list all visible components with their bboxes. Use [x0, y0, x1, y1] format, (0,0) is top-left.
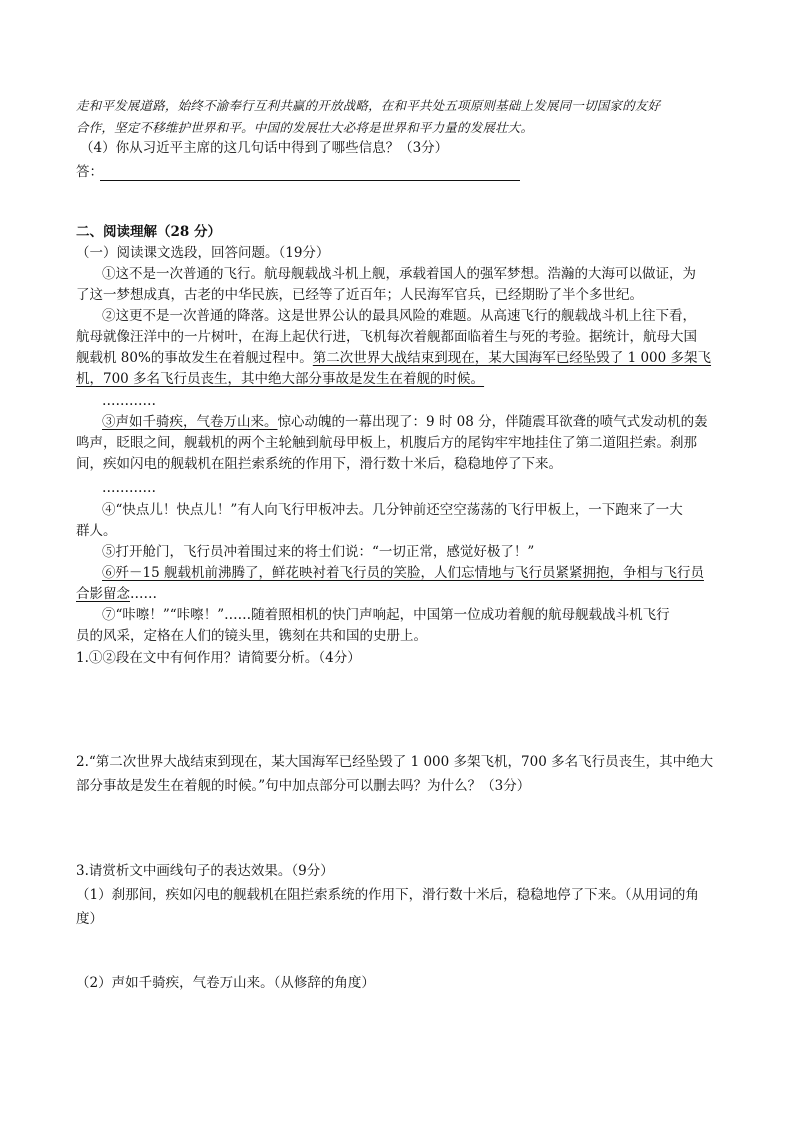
question-3-part-1-line-2: 度）	[76, 911, 103, 927]
passage-p4-line-1: ④“快点儿！快点儿！”有人向飞行甲板冲去。几分钟前还空空荡荡的飞行甲板上，一下跑来了一大	[102, 502, 683, 518]
passage-p2-line-3-plain: 舰载机 80%的事故发生在着舰过程中。	[76, 350, 313, 366]
passage-p3-line-1	[102, 412, 708, 432]
passage-p3-line-1-rest: 惊心动魄的一幕出现了：9 时 08 分，伴随震耳欲聋的喷气式发动机的轰	[277, 414, 708, 430]
passage-p1-line-2: 了这一梦想成真，古老的中华民族，已经等了近百年；人民海军官兵，已经期盼了半个多世纪。	[76, 287, 643, 303]
passage-p3-underlined-phrase: ③声如千骑疾，气卷万山来。	[102, 414, 278, 430]
passage-p1-line-1: ①这不是一次普通的飞行。航母舰载战斗机上舰，承载着国人的强军梦想。浩瀚的大海可以做证，为	[102, 266, 696, 282]
passage-p3-line-3: 间，疾如闪电的舰载机在阻拦索系统的作用下，滑行数十米后，稳稳地停了下来。	[76, 456, 562, 472]
passage-p3-line-2: 鸣声，眨眼之间，舰载机的两个主轮触到航母甲板上，机腹后方的尾钩牢牢地挂住了第二道阻拦索。刹那	[76, 435, 697, 451]
passage-p6-ellipsis: ……	[130, 586, 157, 602]
section-heading: 二、阅读理解（28 分）	[76, 224, 221, 240]
passage-p2-line-3	[76, 348, 711, 368]
passage-ellipsis-2: …………	[102, 480, 156, 496]
passage-ellipsis-1: …………	[102, 393, 156, 409]
passage-p6-line-1-underlined: ⑥歼－15 舰载机前沸腾了，鲜花映衬着飞行员的笑脸，人们忘情地与飞行员紧紧拥抱，争相与飞行员	[102, 565, 704, 581]
passage-p5-line-1: ⑤打开舱门，飞行员冲着围过来的将士们说：“一切正常，感觉好极了！”	[102, 544, 535, 560]
passage-p2-line-1: ②这更不是一次普通的降落。这是世界公认的最具风险的难题。从高速飞行的舰载战斗机上往下看，	[102, 308, 696, 324]
question-3: 3.请赏析文中画线句子的表达效果。（9分）	[76, 863, 334, 879]
question-3-part-1-line-1: （1）刹那间，疾如闪电的舰载机在阻拦索系统的作用下，滑行数十米后，稳稳地停了下来。（从用词的角	[76, 887, 699, 903]
passage-p2-line-2: 航母就像汪洋中的一片树叶，在海上起伏行进，飞机每次着舰都面临着生与死的考验。据统计，航母大国	[76, 329, 697, 345]
question-3-part-2: （2）声如千骑疾，气卷万山来。（从修辞的角度）	[76, 975, 375, 991]
part-heading: （一）阅读课文选段，回答问题。（19分）	[76, 245, 330, 261]
intro-line-2: 合作，坚定不移维护世界和平。中国的发展壮大必将是世界和平力量的发展壮大。	[76, 120, 534, 135]
passage-p6-underlined-end: 合影留念	[76, 586, 130, 602]
passage-p7-line-2: 员的风采，定格在人们的镜头里，镌刻在共和国的史册上。	[76, 628, 427, 644]
question-4-prompt: （4）你从习近平主席的这几句话中得到了哪些信息？（3分）	[80, 140, 449, 156]
passage-p4-line-2: 群人。	[76, 523, 117, 539]
question-2-line-2: 部分事故是发生在着舰的时候。”句中加点部分可以删去吗？为什么？（3分）	[76, 778, 531, 794]
passage-p2-underlined-start: 第二次世界大战结束到现在，某大国海军已经坠毁了 1 000 多架飞	[312, 350, 712, 366]
answer-blank-line[interactable]	[100, 180, 520, 181]
answer-label: 答：	[76, 164, 103, 180]
intro-line-1: 走和平发展道路，始终不渝奉行互利共赢的开放战略，在和平共处五项原则基础上发展同一切国家的友好	[76, 98, 661, 113]
question-1: 1.①②段在文中有何作用？请简要分析。（4分）	[76, 650, 361, 666]
question-2-line-1: 2.“第二次世界大战结束到现在，某大国海军已经坠毁了 1 000 多架飞机，700 多名飞行员丧生，其中绝大	[76, 754, 714, 770]
passage-p7-line-1: ⑦“咔嚓！”“咔嚓！”……随着照相机的快门声响起，中国第一位成功着舰的航母舰载战斗机飞行	[102, 607, 670, 623]
passage-p2-line-4-underlined: 机，700 多名飞行员丧生，其中绝大部分事故是发生在着舰的时候。	[76, 371, 485, 387]
passage-p6-line-2	[76, 584, 157, 604]
